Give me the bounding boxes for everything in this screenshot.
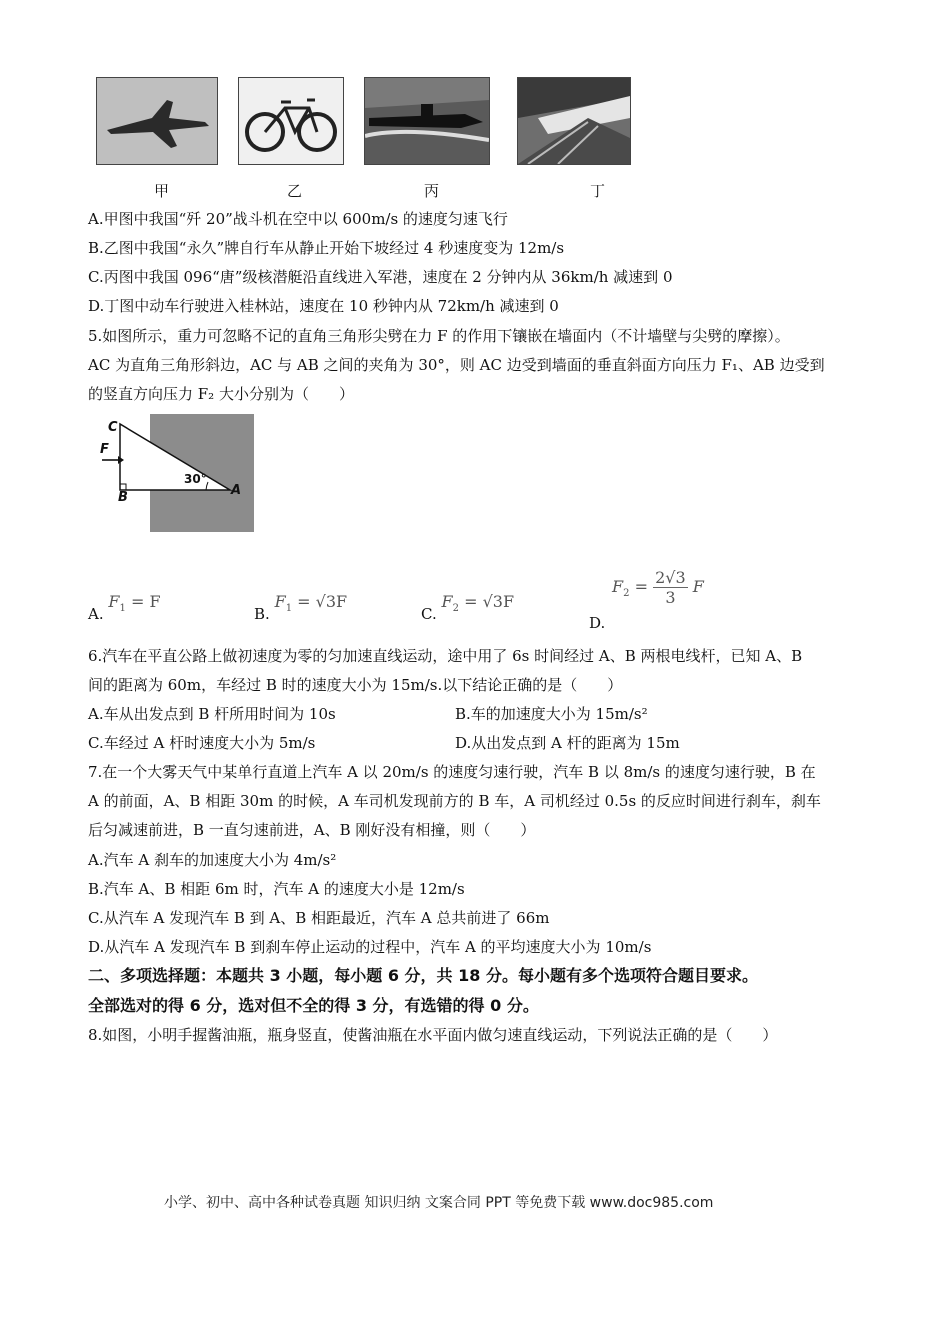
q7-stem-line-3: 后匀减速前进，B 一直匀速前进，A、B 刚好没有相撞，则（ ） [88,821,536,839]
photo-bullet-train [517,77,631,165]
q5-option-b: B. $F_1 = √3F$ [254,592,348,623]
section2-heading-line-1: 二、多项选择题：本题共 3 小题，每小题 6 分，共 18 分。每小题有多个选项符合题目要求。 [88,966,758,985]
q6-option-d: D.从出发点到 A 杆的距离为 15m [455,734,680,752]
q5-option-a: A. $F_1 = F$ [88,592,161,623]
photo-bicycle [238,77,344,165]
q6-stem-line-1: 6.汽车在平直公路上做初速度为零的匀加速直线运动，途中用了 6s 时间经过 A、B 两根电线杆，已知 A、B [88,647,803,665]
q7-option-d: D.从汽车 A 发现汽车 B 到刹车停止运动的过程中，汽车 A 的平均速度大小为 10m/s [88,938,652,956]
q7-stem-line-2: A 的前面，A、B 相距 30m 的时候，A 车司机发现前方的 B 车，A 司机经过 0.5s 的反应时间进行刹车，刹车 [88,792,821,810]
section2-heading-line-2: 全部选对的得 6 分，选对但不全的得 3 分，有选错的得 0 分。 [88,996,539,1015]
q5-option-d: D. $F_2$ = $\frac{2√3}{3}$ F [589,568,704,632]
q8-stem: 8.如图，小明手握酱油瓶，瓶身竖直，使酱油瓶在水平面内做匀速直线运动，下列说法正确的是（ ） [88,1026,778,1044]
q6-option-a: A.车从出发点到 B 杆所用时间为 10s [88,705,336,723]
label-angle: 30° [184,472,207,486]
q5-stem-line-2: AC 为直角三角形斜边，AC 与 AB 之间的夹角为 30°，则 AC 边受到墙面的垂直斜面方向压力 F₁、AB 边受到 [88,356,825,374]
q7-stem-line-1: 7.在一个大雾天气中某单行直道上汽车 A 以 20m/s 的速度匀速行驶，汽车 B 以 8m/s 的速度匀速行驶，B 在 [88,763,816,781]
caption-jia: 甲 [154,182,170,200]
caption-yi: 乙 [287,182,303,200]
q5-stem-line-1: 5.如图所示，重力可忽略不记的直角三角形尖劈在力 F 的作用下镶嵌在墙面内（不计墙壁与尖劈的摩擦）。 [88,327,790,345]
q7-option-c: C.从汽车 A 发现汽车 B 到 A、B 相距最近，汽车 A 总共前进了 66m [88,909,550,927]
photo-fighter-jet [96,77,218,165]
q4-option-c: C.丙图中我国 096“唐”级核潜艇沿直线进入军港，速度在 2 分钟内从 36km/h 减速到 0 [88,268,673,286]
wedge-diagram [88,410,268,535]
label-a: A [231,483,242,498]
q5-option-c: C. $F_2 = √3F$ [421,592,515,623]
q4-option-d: D.丁图中动车行驶进入桂林站，速度在 10 秒钟内从 72km/h 减速到 0 [88,297,559,315]
q4-option-b: B.乙图中我国“永久”牌自行车从静止开始下坡经过 4 秒速度变为 12m/s [88,239,565,257]
label-b: B [118,490,128,505]
page-footer: 小学、初中、高中各种试卷真题 知识归纳 文案合同 PPT 等免费下载 www.doc985.com [164,1195,714,1211]
label-f: F [100,442,109,457]
label-c: C [108,420,118,435]
q6-option-c: C.车经过 A 杆时速度大小为 5m/s [88,734,316,752]
q5-stem-line-3: 的竖直方向压力 F₂ 大小分别为（ ） [88,385,354,403]
q6-stem-line-2: 间的距离为 60m，车经过 B 时的速度大小为 15m/s.以下结论正确的是（ ） [88,676,623,694]
q7-option-b: B.汽车 A、B 相距 6m 时，汽车 A 的速度大小是 12m/s [88,880,465,898]
photo-submarine [364,77,490,165]
caption-ding: 丁 [590,182,606,200]
q4-option-a: A.甲图中我国“歼 20”战斗机在空中以 600m/s 的速度匀速飞行 [88,210,508,228]
q6-option-b: B.车的加速度大小为 15m/s² [455,705,648,723]
caption-bing: 丙 [424,182,440,200]
q7-option-a: A.汽车 A 刹车的加速度大小为 4m/s² [88,851,337,869]
